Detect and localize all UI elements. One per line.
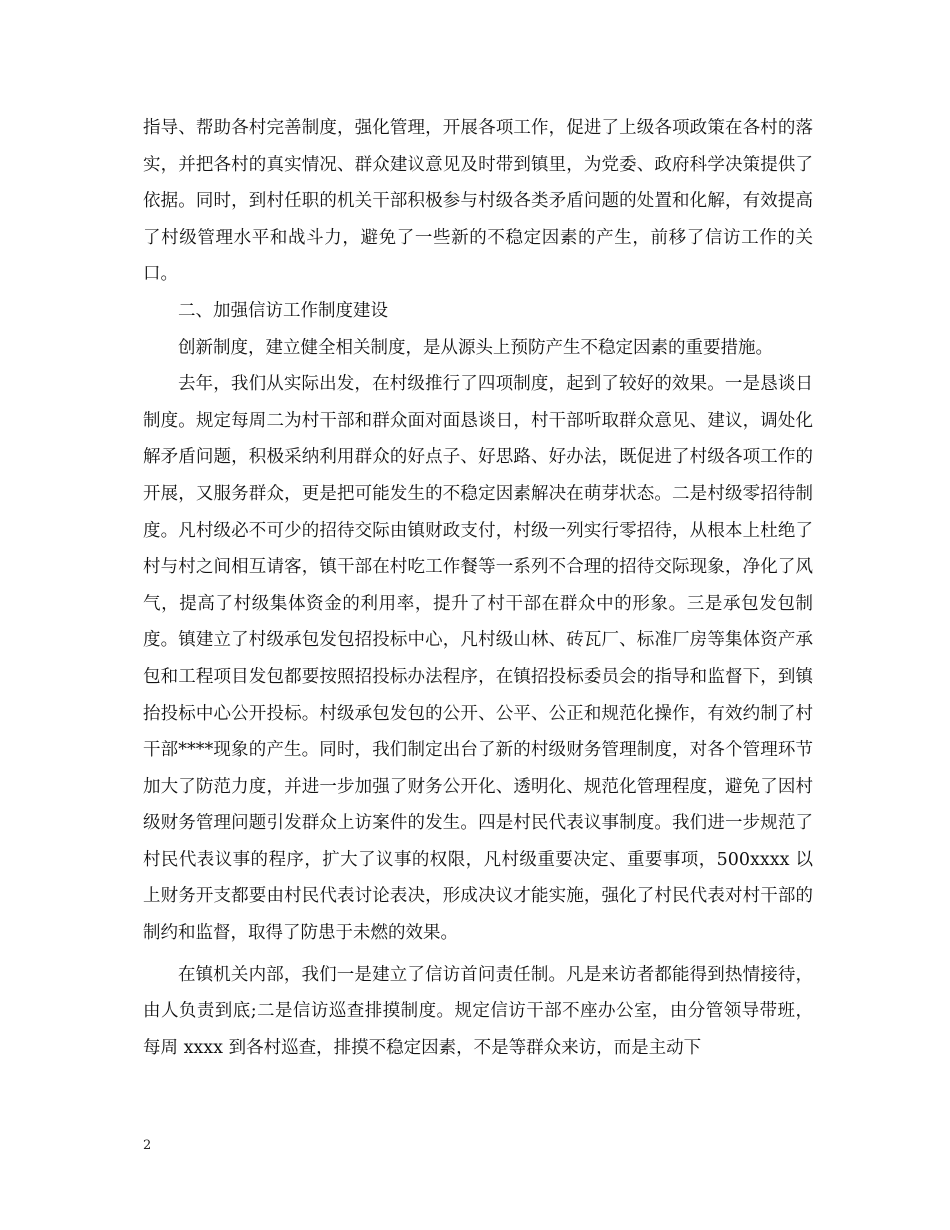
section-heading: 二、加强信访工作制度建设	[178, 300, 388, 321]
paragraph-internal: 在镇机关内部，我们一是建立了信访首问责任制。凡是来访者都能得到热情接待，由人负责到底;二是信访巡查排摸制度。规定信访干部不座办公室，由分管领导带班，每周 xxxx 到各村巡查，排摸不稳定因素，不是等群众来访，而是主动下	[143, 964, 813, 1058]
paragraph-continuation: 指导、帮助各村完善制度，强化管理，开展各项工作，促进了上级各项政策在各村的落实，并把各村的真实情况、群众建议意见及时带到镇里，为党委、政府科学决策提供了依据。同时，到村任职的机关干部积极参与村级各类矛盾问题的处置和化解，有效提高了村级管理水平和战斗力，避免了一些新的不稳定因素的产生，前移了信访工作的关口。	[143, 118, 813, 285]
paragraph-intro: 创新制度，建立健全相关制度，是从源头上预防产生不稳定因素的重要措施。	[178, 337, 773, 358]
page-number: 2	[143, 1138, 152, 1153]
document-body	[143, 110, 813, 1066]
paragraph-four-systems: 去年，我们从实际出发，在村级推行了四项制度，起到了较好的效果。一是恳谈日制度。规定每周二为村干部和群众面对面恳谈日，村干部听取群众意见、建议，调处化解矛盾问题，积极采纳利用群众的好点子、好思路、好办法，既促进了村级各项工作的开展，又服务群众，更是把可能发生的不稳定因素解决在萌芽状态。二是村级零招待制度。凡村级必不可少的招待交际由镇财政支付，村级一列实行零招待，从根本上杜绝了村与村之间相互请客，镇干部在村吃工作餐等一系列不合理的招待交际现象，净化了风气，提高了村级集体资金的利用率，提升了村干部在群众中的形象。三是承包发包制度。镇建立了村级承包发包招投标中心，凡村级山林、砖瓦厂、标准厂房等集体资产承包和工程项目发包都要按照招投标办法程序，在镇招投标委员会的指导和监督下，到镇抬投标中心公开投标。村级承包发包的公开、公平、公正和规范化操作，有效约制了村干部****现象的产生。同时，我们制定出台了新的村级财务管理制度，对各个管理环节加大了防范力度，并进一步加强了财务公开化、透明化、规范化管理程度，避免了因村级财务管理问题引发群众上访案件的发生。四是村民代表议事制度。我们进一步规范了村民代表议事的程序，扩大了议事的权限，凡村级重要决定、重要事项，500xxxx 以上财务开支都要由村民代表讨论表决，形成决议才能实施，强化了村民代表对村干部的制约和监督，取得了防患于未燃的效果。	[143, 374, 813, 944]
